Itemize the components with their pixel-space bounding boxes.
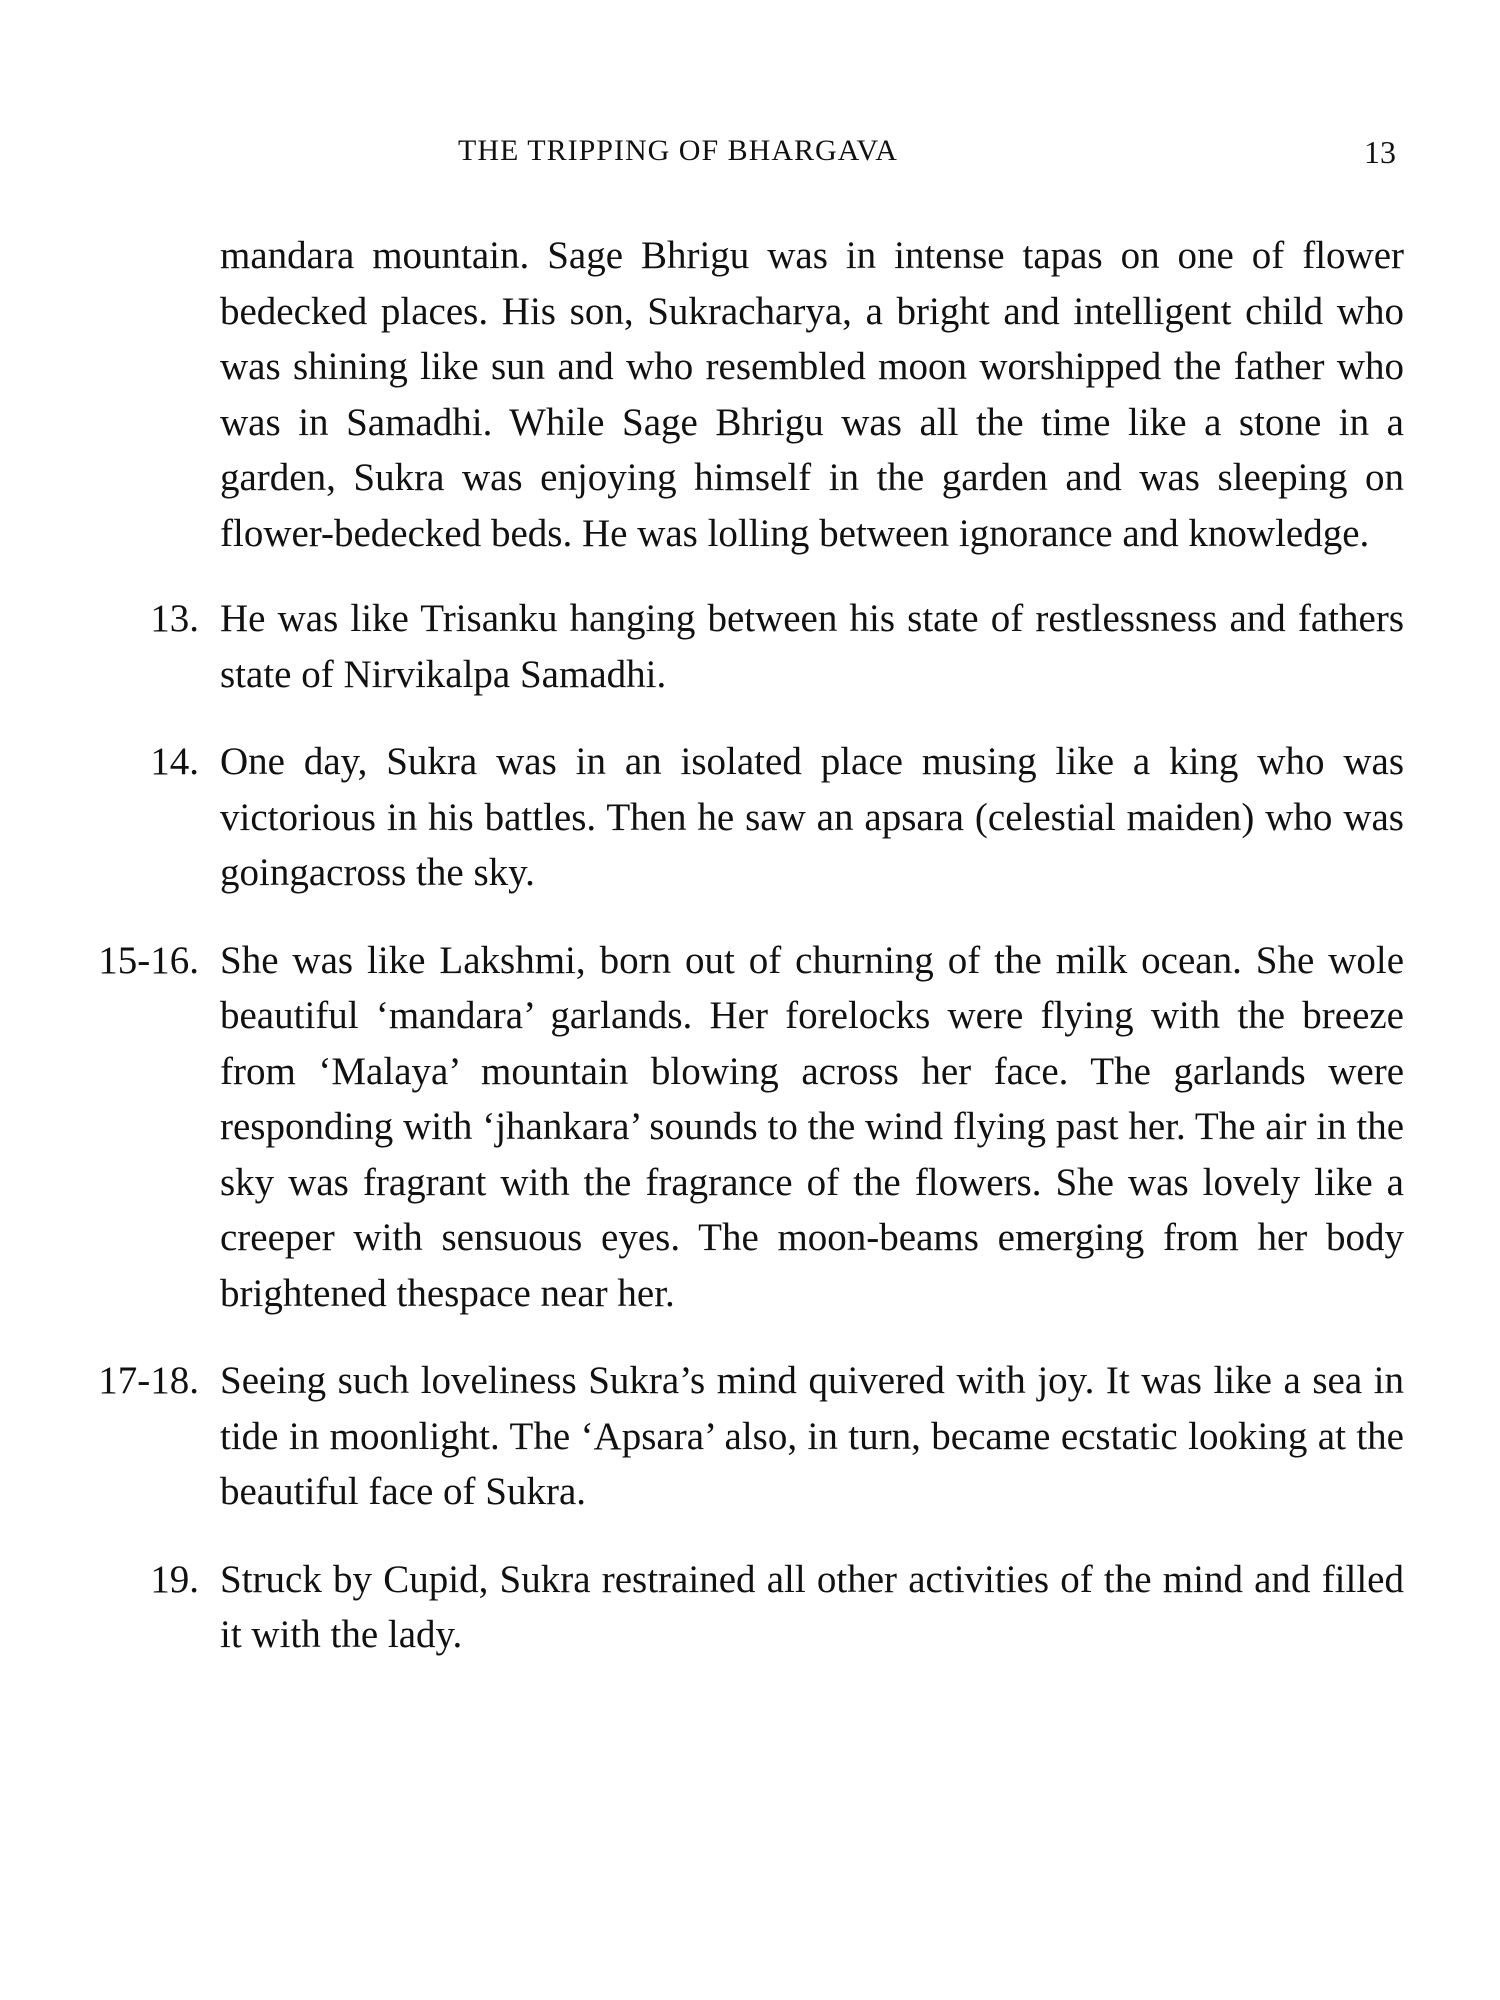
verse-number: 14. [150,740,199,783]
verse-text: Seeing such loveliness Sukra’s mind quivered with joy. It was like a sea in tide in moonlight. The ‘Apsara’ also, in turn, became ecstatic looking at the beautiful face of Sukra. [220,1359,1404,1513]
running-title: THE TRIPPING OF BHARGAVA [458,134,898,167]
verse-17-18 [0,1353,1500,1520]
paragraph-text: mandara mountain. Sage Bhrigu was in intense tapas on one of flower bedecked places. His son, Sukracharya, a bright and intelligent child who was shining like sun and who resembled moon worshipped the father who was in Samadhi. While Sage Bhrigu was all the time like a stone in a garden, Sukra was enjoying himself in the garden and was sleeping on flower-bedecked beds. He was lolling between ignorance and knowledge. [220,234,1404,555]
body-text [0,228,1500,1695]
verse-number: 15-16. [98,938,199,982]
verse-text: He was like Trisanku hanging between his state of restlessness and fathers state of Nirvikalpa Samadhi. [220,597,1404,696]
verse-13 [0,591,1500,702]
verse-14 [0,734,1500,901]
verse-number: 19. [150,1557,199,1601]
verse-19 [0,1552,1500,1663]
verse-text: Struck by Cupid, Sukra restrained all other activities of the mind and filled it with the lady. [220,1557,1404,1656]
verse-15-16 [0,933,1500,1322]
verse-number: 17-18. [98,1359,199,1402]
page-number: 13 [1364,134,1396,170]
verse-text: One day, Sukra was in an isolated place musing like a king who was victorious in his battles. Then he saw an apsara (celestial maiden) who was goingacross the sky. [220,740,1404,894]
page-header [0,134,1500,174]
verse-text: She was like Lakshmi, born out of churning of the milk ocean. She wole beautiful ‘mandara’ garlands. Her forelocks were flying with the breeze from ‘Malaya’ mountain blowing across her face. The garlands were responding with ‘jhankara’ sounds to the wind flying past her. The air in the sky was fragrant with the fragrance of the flowers. She was lovely like a creeper with sensuous eyes. The moon-beams emerging from her body brightened thespace near her. [220,938,1404,1315]
verse-number: 13. [150,597,199,640]
paragraph-continuation [0,228,1500,561]
